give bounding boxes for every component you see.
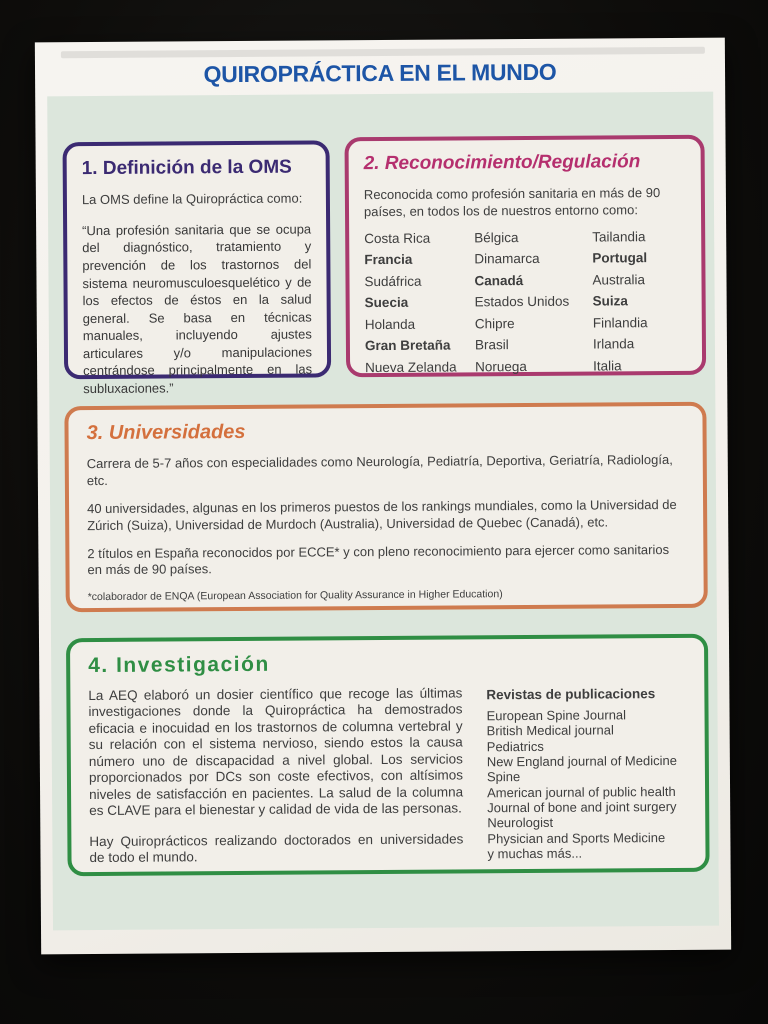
scan-streak-decoration xyxy=(61,47,705,58)
country: Nueva Zelanda xyxy=(365,359,457,375)
journal-item: New England journal of Medicine xyxy=(486,752,677,770)
country: Irlanda xyxy=(592,336,635,352)
journals-column xyxy=(480,684,687,878)
country: Francia xyxy=(364,252,413,268)
universities-paragraph: 2 títulos en España reconocidos por ECCE* y con pleno reconocimiento para ejercer como sanitarios en más de 90 países. xyxy=(87,541,670,578)
oms-quote: “Una profesión sanitaria que se ocupa del diagnóstico, tratamiento y prevención de los trastornos del sistema neuromusculoesquelético y de los efectos de éstos en la salud general. Se basa en técnicas manuales, incluyendo ajustes articulares y/o manipulaciones centrándose principalmente en las subluxaciones.” xyxy=(82,221,313,396)
country: Australia xyxy=(592,271,646,288)
country: Canadá xyxy=(474,272,524,289)
journal-item: British Medical journal xyxy=(486,722,614,739)
country: Portugal xyxy=(592,250,648,266)
country: Finlandia xyxy=(592,314,648,331)
country: Bélgica xyxy=(474,229,519,246)
section-universidades xyxy=(64,402,707,612)
section-heading: 4. Investigación xyxy=(88,652,270,678)
journal-item: Journal of bone and joint surgery xyxy=(487,798,677,816)
journal-item: y muchas más... xyxy=(487,845,583,862)
journal-item: Spine xyxy=(486,769,521,785)
country: Suecia xyxy=(364,295,409,311)
journal-item: European Spine Journal xyxy=(486,707,627,724)
poster-page xyxy=(35,38,731,955)
research-text-column xyxy=(88,685,481,880)
research-columns xyxy=(88,684,687,881)
journals-title: Revistas de publicaciones xyxy=(486,686,656,703)
country: Chipre xyxy=(474,315,515,332)
country: Holanda xyxy=(364,316,416,332)
research-paragraph: La AEQ elaboró un dosier científico que recoge las últimas investigaciones donde la Quiropráctica ha demostrados eficacia e inocuidad en los trastornos de columna vertebral y su relación con el sistema nervioso, siendo estos la causa número uno de discapacidad a nivel global. Los servicios proporcionados por DCs son coste efectivos, con altísimos niveles de satisfacción en pacientes. La salud de la columna es CLAVE para el bienestar y calidad de vida de las personas. xyxy=(88,685,464,819)
research-paragraph: Hay Quiroprácticos realizando doctorados en universidades de todo el mundo. xyxy=(89,831,464,866)
section-reconocimiento xyxy=(344,135,706,378)
ecce-footnote: *colaborador de ENQA (European Association for Quality Assurance in Higher Education) xyxy=(87,588,503,604)
country: Tailandia xyxy=(592,228,646,245)
journal-item: American journal of public health xyxy=(487,783,676,800)
universities-paragraph: 40 universidades, algunas en los primeros puestos de los rankings mundiales, como la Universidad de Zúrich (Suiza), Universidad de Murdoch (Australia), Universidad de Quebec (Canadá), etc. xyxy=(87,496,677,533)
section-intro: La OMS define la Quiropráctica como: xyxy=(81,190,303,208)
section-intro: Reconocida como profesión sanitaria en más de 90 países, en todos los de nuestros entorno como: xyxy=(363,185,661,220)
journal-item: Neurologist xyxy=(487,815,554,831)
universities-paragraph: Carrera de 5-7 años con especialidades como Neurología, Pediatría, Deportiva, Geriatría, Radiología, etc. xyxy=(86,451,673,488)
poster-title: QUIROPRÁCTICA EN EL MUNDO xyxy=(203,58,557,88)
section-heading: 1. Definición de la OMS xyxy=(81,156,292,180)
section-investigacion xyxy=(66,634,710,876)
section-heading: 3. Universidades xyxy=(86,420,246,445)
country: Sudáfrica xyxy=(364,273,422,289)
country: Estados Unidos xyxy=(474,293,570,310)
journal-item: Pediatrics xyxy=(486,738,544,754)
section-heading: 2. Reconocimiento/Regulación xyxy=(363,151,641,175)
country: Costa Rica xyxy=(364,230,431,246)
country-grid xyxy=(364,229,687,375)
section-definicion-oms xyxy=(63,140,332,396)
country: Brasil xyxy=(474,337,509,353)
country: Suiza xyxy=(592,293,628,309)
country: Italia xyxy=(593,358,622,374)
country: Noruega xyxy=(475,358,527,375)
country: Dinamarca xyxy=(474,251,540,267)
country: Gran Bretaña xyxy=(364,337,451,354)
content-panel xyxy=(47,92,719,931)
journal-item: Physician and Sports Medicine xyxy=(487,829,666,846)
